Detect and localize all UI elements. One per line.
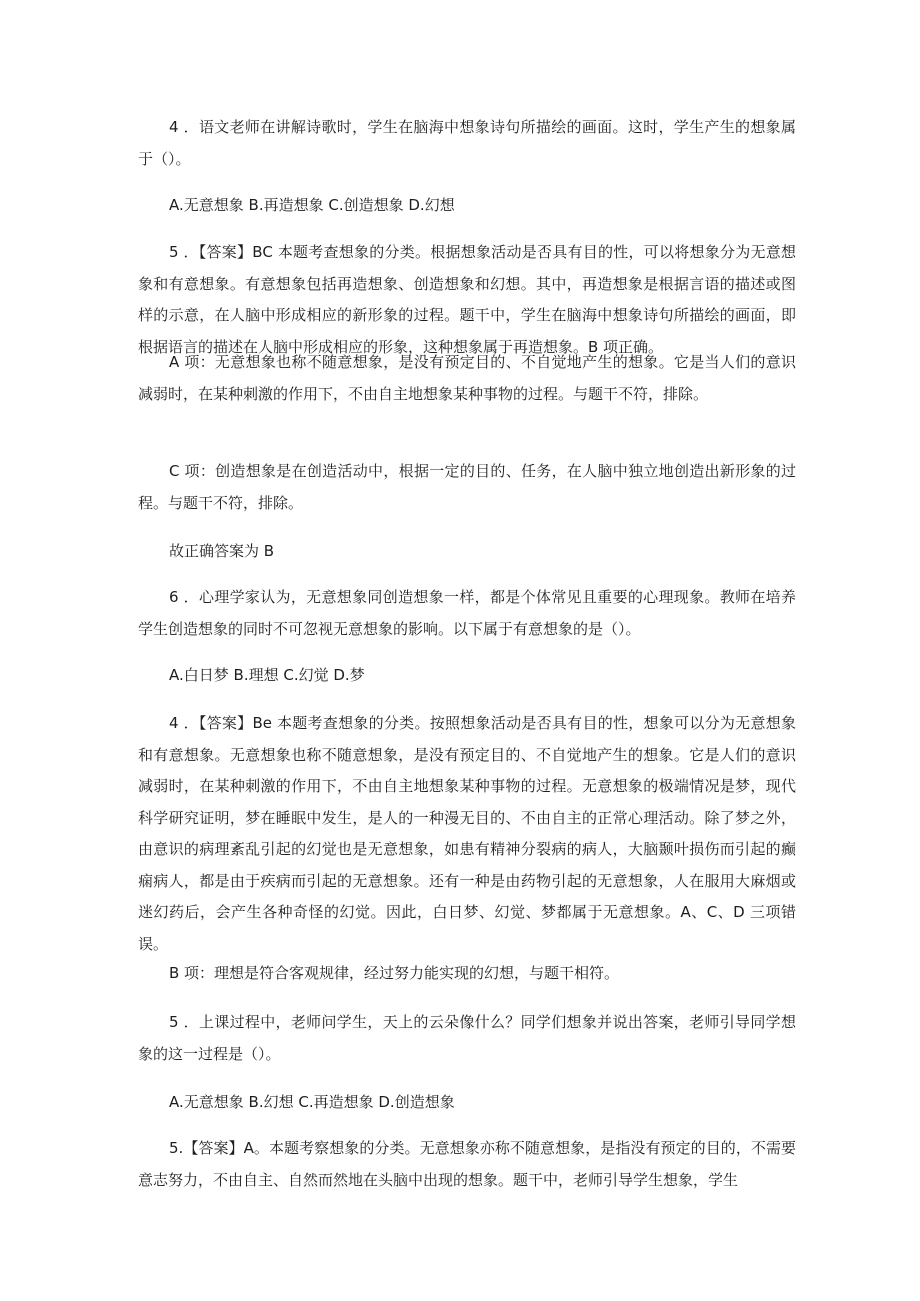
option-b-analysis: B 项：理想是符合客观规律，经过努力能实现的幻想，与题干相符。 — [169, 964, 620, 982]
question-4-options: A.无意想象 B.再造想象 C.创造想象 D.幻想 — [169, 196, 455, 214]
question-4-stem: 4 ．语文老师在讲解诗歌时，学生在脑海中想象诗句所描绘的画面。这时，学生产生的想象属于（）。 — [138, 118, 796, 168]
answer-5-explanation: 5 ．【答案】BC 本题考查想象的分类。根据想象活动是否具有目的性，可以将想象分为无意想象和有意想象。有意想象包括再造想象、创造想象和幻想。其中，再造想象是根据言语的描述或图样的示意，在人脑中形成相应的新形象的过程。题干中，学生在脑海中想象诗句所描绘的画面，即根据语言的描述在人脑中形成相应的形象，这种想象属于再造想象。B 项正确。 — [138, 243, 796, 356]
question-5-options: A.无意想象 B.幻想 C.再造想象 D.创造想象 — [169, 1093, 455, 1111]
option-a-analysis: A 项：无意想象也称不随意想象，是没有预定目的、不自觉地产生的想象。它是当人们的意识减弱时，在某种刺激的作用下，不由自主地想象某种事物的过程。与题干不符，排除。 — [138, 353, 796, 403]
correct-answer-note: 故正确答案为 B — [169, 542, 275, 560]
question-5-stem: 5 ．上课过程中，老师问学生，天上的云朵像什么？同学们想象并说出答案，老师引导同学想象的这一过程是（）。 — [138, 1013, 796, 1063]
answer-4-explanation: 4 ．【答案】Be 本题考查想象的分类。按照想象活动是否具有目的性，想象可以分为无意想象和有意想象。无意想象也称不随意想象，是没有预定目的、不自觉地产生的想象。它是人们的意识减弱时，在某种刺激的作用下，不由自主地想象某种事物的过程。无意想象的极端情况是梦，现代科学研究证明，梦在睡眠中发生，是人的一种漫无目的、不由自主的正常心理活动。除了梦之外，由意识的病理紊乱引起的幻觉也是无意想象，如患有精神分裂病的病人，大脑颞叶损伤而引起的癫痫病人，都是由于疾病而引起的无意想象。还有一种是由药物引起的无意想象，人在服用大麻烟或迷幻药后，会产生各种奇怪的幻觉。因此，白日梦、幻觉、梦都属于无意想象。A、C、D 三项错误。 — [138, 714, 796, 953]
answer-5-final-explanation: 5.【答案】A。本题考察想象的分类。无意想象亦称不随意想象，是指没有预定的目的，不需要意志努力，不由自主、自然而然地在头脑中出现的想象。题干中，老师引导学生想象，学生 — [138, 1139, 796, 1189]
question-6-options: A.白日梦 B.理想 C.幻觉 D.梦 — [169, 666, 365, 684]
question-6-stem: 6 ．心理学家认为，无意想象同创造想象一样，都是个体常见且重要的心理现象。教师在培养学生创造想象的同时不可忽视无意想象的影响。以下属于有意想象的是（）。 — [138, 588, 796, 638]
option-c-analysis: C 项：创造想象是在创造活动中，根据一定的目的、任务，在人脑中独立地创造出新形象的过程。与题干不符，排除。 — [138, 462, 796, 512]
